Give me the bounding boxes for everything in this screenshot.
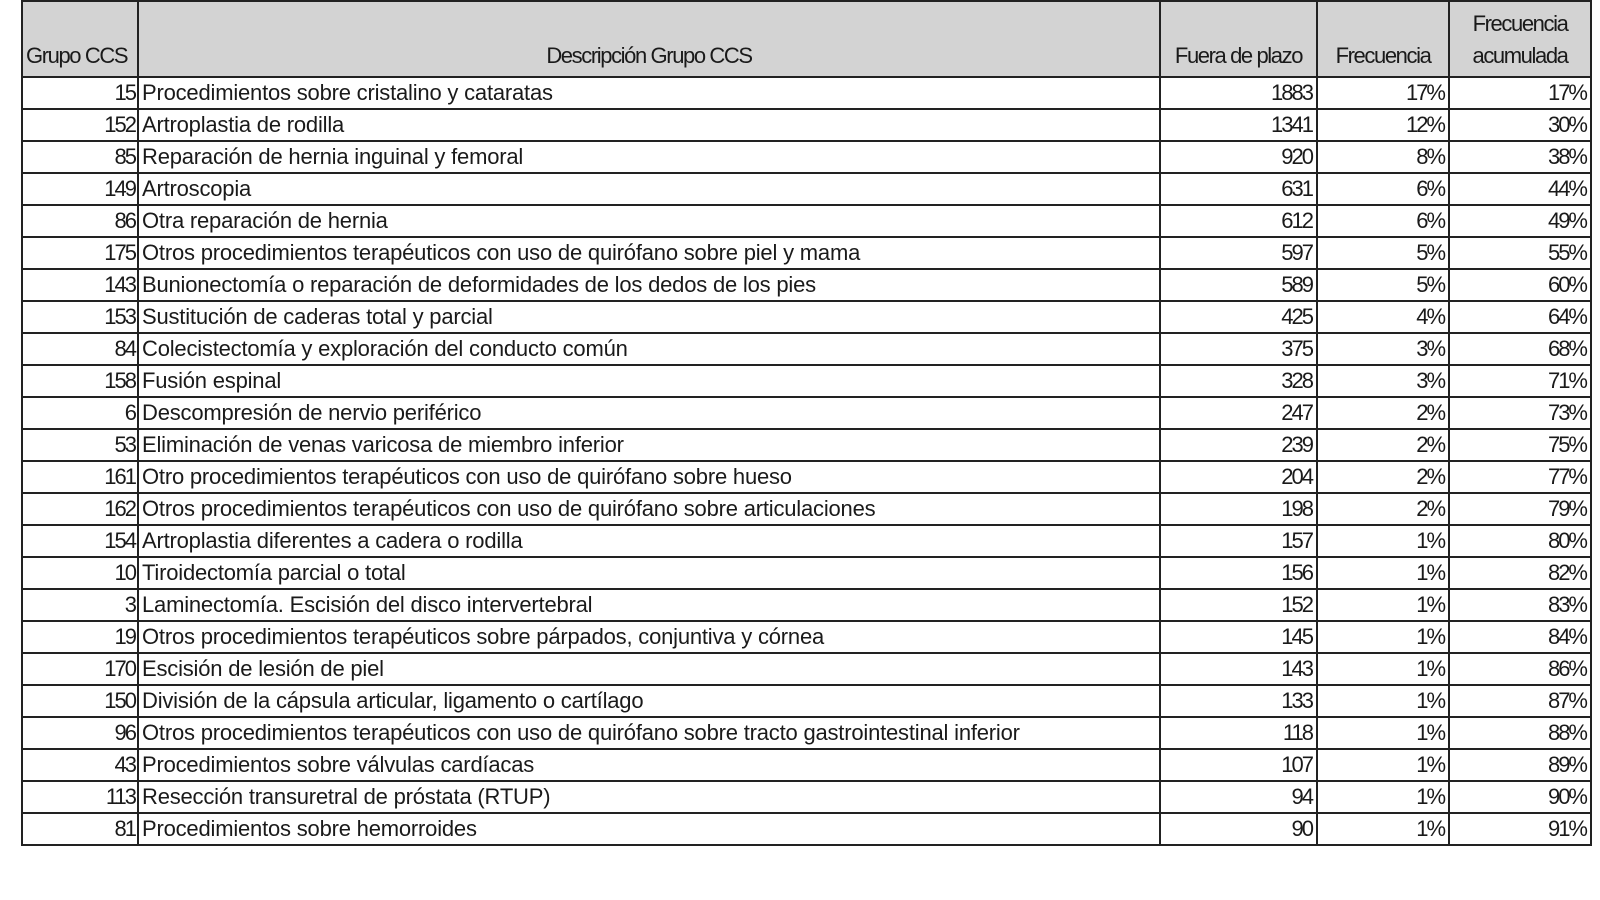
- cell-frecuencia: 1%: [1317, 685, 1449, 717]
- cell-grupo-ccs: 170: [22, 653, 138, 685]
- table-row: [22, 781, 1591, 813]
- cell-grupo-ccs: 150: [22, 685, 138, 717]
- cell-fuera-de-plazo: 198: [1160, 493, 1317, 525]
- cell-fuera-de-plazo: 118: [1160, 717, 1317, 749]
- cell-fuera-de-plazo: 94: [1160, 781, 1317, 813]
- cell-fuera-de-plazo: 204: [1160, 461, 1317, 493]
- cell-grupo-ccs: 43: [22, 749, 138, 781]
- cell-fuera-de-plazo: 1883: [1160, 77, 1317, 109]
- cell-fuera-de-plazo: 597: [1160, 237, 1317, 269]
- table-row: [22, 813, 1591, 845]
- cell-frecuencia-acumulada: 30%: [1449, 109, 1591, 141]
- cell-frecuencia: 1%: [1317, 589, 1449, 621]
- cell-fuera-de-plazo: 612: [1160, 205, 1317, 237]
- cell-frecuencia: 5%: [1317, 269, 1449, 301]
- cell-descripcion: Procedimientos sobre válvulas cardíacas: [138, 749, 1160, 781]
- cell-frecuencia-acumulada: 89%: [1449, 749, 1591, 781]
- cell-frecuencia-acumulada: 90%: [1449, 781, 1591, 813]
- cell-grupo-ccs: 143: [22, 269, 138, 301]
- cell-frecuencia: 2%: [1317, 429, 1449, 461]
- cell-descripcion: División de la cápsula articular, ligamento o cartílago: [138, 685, 1160, 717]
- cell-descripcion: Otros procedimientos terapéuticos con uso de quirófano sobre tracto gastrointestinal inferior: [138, 717, 1160, 749]
- header-frecuencia-acumulada-line2: acumulada: [1472, 43, 1568, 68]
- table-row: [22, 493, 1591, 525]
- cell-frecuencia: 6%: [1317, 173, 1449, 205]
- table-row: [22, 365, 1591, 397]
- cell-descripcion: Procedimientos sobre hemorroides: [138, 813, 1160, 845]
- cell-frecuencia-acumulada: 75%: [1449, 429, 1591, 461]
- cell-descripcion: Otros procedimientos terapéuticos con uso de quirófano sobre piel y mama: [138, 237, 1160, 269]
- cell-frecuencia-acumulada: 82%: [1449, 557, 1591, 589]
- cell-grupo-ccs: 161: [22, 461, 138, 493]
- cell-fuera-de-plazo: 107: [1160, 749, 1317, 781]
- table-row: [22, 429, 1591, 461]
- cell-grupo-ccs: 81: [22, 813, 138, 845]
- header-frecuencia-acumulada: [1449, 1, 1591, 77]
- cell-grupo-ccs: 6: [22, 397, 138, 429]
- header-descripcion: Descripción Grupo CCS: [138, 1, 1160, 77]
- table-row: [22, 301, 1591, 333]
- cell-grupo-ccs: 3: [22, 589, 138, 621]
- table-header: [22, 1, 1591, 77]
- cell-frecuencia: 1%: [1317, 621, 1449, 653]
- cell-frecuencia: 1%: [1317, 749, 1449, 781]
- cell-frecuencia: 12%: [1317, 109, 1449, 141]
- table-row: [22, 525, 1591, 557]
- table-body: [22, 77, 1591, 845]
- table-row: [22, 621, 1591, 653]
- table-row: [22, 237, 1591, 269]
- header-row: [22, 1, 1591, 77]
- cell-grupo-ccs: 175: [22, 237, 138, 269]
- cell-descripcion: Bunionectomía o reparación de deformidades de los dedos de los pies: [138, 269, 1160, 301]
- table-row: [22, 205, 1591, 237]
- ccs-frequency-table: [21, 0, 1592, 846]
- cell-frecuencia: 3%: [1317, 333, 1449, 365]
- cell-fuera-de-plazo: 1341: [1160, 109, 1317, 141]
- cell-descripcion: Reparación de hernia inguinal y femoral: [138, 141, 1160, 173]
- cell-frecuencia: 17%: [1317, 77, 1449, 109]
- table-row: [22, 397, 1591, 429]
- cell-grupo-ccs: 153: [22, 301, 138, 333]
- cell-frecuencia-acumulada: 71%: [1449, 365, 1591, 397]
- cell-frecuencia: 1%: [1317, 525, 1449, 557]
- table-row: [22, 173, 1591, 205]
- cell-grupo-ccs: 19: [22, 621, 138, 653]
- cell-frecuencia-acumulada: 64%: [1449, 301, 1591, 333]
- cell-grupo-ccs: 86: [22, 205, 138, 237]
- cell-fuera-de-plazo: 239: [1160, 429, 1317, 461]
- cell-frecuencia: 2%: [1317, 493, 1449, 525]
- cell-fuera-de-plazo: 589: [1160, 269, 1317, 301]
- cell-descripcion: Laminectomía. Escisión del disco intervertebral: [138, 589, 1160, 621]
- cell-fuera-de-plazo: 145: [1160, 621, 1317, 653]
- cell-frecuencia: 4%: [1317, 301, 1449, 333]
- table-row: [22, 77, 1591, 109]
- table-row: [22, 589, 1591, 621]
- cell-frecuencia-acumulada: 84%: [1449, 621, 1591, 653]
- cell-descripcion: Artroplastia de rodilla: [138, 109, 1160, 141]
- cell-fuera-de-plazo: 157: [1160, 525, 1317, 557]
- cell-grupo-ccs: 149: [22, 173, 138, 205]
- cell-grupo-ccs: 85: [22, 141, 138, 173]
- header-grupo-ccs: Grupo CCS: [22, 1, 138, 77]
- cell-frecuencia: 6%: [1317, 205, 1449, 237]
- cell-descripcion: Otros procedimientos terapéuticos sobre párpados, conjuntiva y córnea: [138, 621, 1160, 653]
- cell-frecuencia-acumulada: 86%: [1449, 653, 1591, 685]
- cell-fuera-de-plazo: 133: [1160, 685, 1317, 717]
- cell-descripcion: Colecistectomía y exploración del conducto común: [138, 333, 1160, 365]
- cell-frecuencia-acumulada: 49%: [1449, 205, 1591, 237]
- cell-fuera-de-plazo: 156: [1160, 557, 1317, 589]
- cell-descripcion: Otros procedimientos terapéuticos con uso de quirófano sobre articulaciones: [138, 493, 1160, 525]
- cell-descripcion: Procedimientos sobre cristalino y cataratas: [138, 77, 1160, 109]
- table-row: [22, 461, 1591, 493]
- table-row: [22, 333, 1591, 365]
- cell-frecuencia-acumulada: 83%: [1449, 589, 1591, 621]
- cell-frecuencia-acumulada: 91%: [1449, 813, 1591, 845]
- header-fuera-de-plazo: Fuera de plazo: [1160, 1, 1317, 77]
- cell-grupo-ccs: 162: [22, 493, 138, 525]
- cell-grupo-ccs: 15: [22, 77, 138, 109]
- cell-grupo-ccs: 158: [22, 365, 138, 397]
- table-row: [22, 269, 1591, 301]
- cell-fuera-de-plazo: 90: [1160, 813, 1317, 845]
- header-frecuencia: Frecuencia: [1317, 1, 1449, 77]
- cell-descripcion: Descompresión de nervio periférico: [138, 397, 1160, 429]
- cell-descripcion: Resección transuretral de próstata (RTUP): [138, 781, 1160, 813]
- cell-fuera-de-plazo: 247: [1160, 397, 1317, 429]
- cell-frecuencia: 1%: [1317, 717, 1449, 749]
- cell-descripcion: Fusión espinal: [138, 365, 1160, 397]
- table-row: [22, 109, 1591, 141]
- cell-frecuencia: 1%: [1317, 813, 1449, 845]
- cell-frecuencia-acumulada: 77%: [1449, 461, 1591, 493]
- cell-frecuencia: 1%: [1317, 653, 1449, 685]
- cell-descripcion: Artroplastia diferentes a cadera o rodilla: [138, 525, 1160, 557]
- cell-frecuencia-acumulada: 44%: [1449, 173, 1591, 205]
- cell-grupo-ccs: 96: [22, 717, 138, 749]
- cell-frecuencia-acumulada: 68%: [1449, 333, 1591, 365]
- cell-frecuencia-acumulada: 55%: [1449, 237, 1591, 269]
- cell-descripcion: Otro procedimientos terapéuticos con uso de quirófano sobre hueso: [138, 461, 1160, 493]
- cell-frecuencia-acumulada: 60%: [1449, 269, 1591, 301]
- cell-frecuencia-acumulada: 80%: [1449, 525, 1591, 557]
- cell-frecuencia: 2%: [1317, 461, 1449, 493]
- cell-descripcion: Tiroidectomía parcial o total: [138, 557, 1160, 589]
- cell-descripcion: Artroscopia: [138, 173, 1160, 205]
- cell-grupo-ccs: 152: [22, 109, 138, 141]
- cell-fuera-de-plazo: 375: [1160, 333, 1317, 365]
- cell-frecuencia-acumulada: 17%: [1449, 77, 1591, 109]
- table-row: [22, 141, 1591, 173]
- cell-fuera-de-plazo: 328: [1160, 365, 1317, 397]
- cell-frecuencia: 5%: [1317, 237, 1449, 269]
- cell-grupo-ccs: 10: [22, 557, 138, 589]
- cell-frecuencia: 2%: [1317, 397, 1449, 429]
- cell-frecuencia: 8%: [1317, 141, 1449, 173]
- cell-fuera-de-plazo: 143: [1160, 653, 1317, 685]
- cell-grupo-ccs: 84: [22, 333, 138, 365]
- cell-frecuencia-acumulada: 38%: [1449, 141, 1591, 173]
- cell-fuera-de-plazo: 920: [1160, 141, 1317, 173]
- cell-frecuencia: 3%: [1317, 365, 1449, 397]
- cell-grupo-ccs: 53: [22, 429, 138, 461]
- cell-descripcion: Eliminación de venas varicosa de miembro inferior: [138, 429, 1160, 461]
- cell-grupo-ccs: 154: [22, 525, 138, 557]
- cell-grupo-ccs: 113: [22, 781, 138, 813]
- table-row: [22, 557, 1591, 589]
- cell-frecuencia: 1%: [1317, 557, 1449, 589]
- table-row: [22, 653, 1591, 685]
- table-row: [22, 685, 1591, 717]
- cell-frecuencia-acumulada: 79%: [1449, 493, 1591, 525]
- cell-frecuencia-acumulada: 87%: [1449, 685, 1591, 717]
- cell-descripcion: Escisión de lesión de piel: [138, 653, 1160, 685]
- cell-descripcion: Sustitución de caderas total y parcial: [138, 301, 1160, 333]
- cell-descripcion: Otra reparación de hernia: [138, 205, 1160, 237]
- table-row: [22, 717, 1591, 749]
- table-row: [22, 749, 1591, 781]
- cell-fuera-de-plazo: 631: [1160, 173, 1317, 205]
- cell-frecuencia: 1%: [1317, 781, 1449, 813]
- header-frecuencia-acumulada-line1: Frecuencia: [1472, 11, 1568, 36]
- cell-frecuencia-acumulada: 88%: [1449, 717, 1591, 749]
- cell-frecuencia-acumulada: 73%: [1449, 397, 1591, 429]
- ccs-frequency-table-container: [21, 0, 1590, 846]
- cell-fuera-de-plazo: 425: [1160, 301, 1317, 333]
- cell-fuera-de-plazo: 152: [1160, 589, 1317, 621]
